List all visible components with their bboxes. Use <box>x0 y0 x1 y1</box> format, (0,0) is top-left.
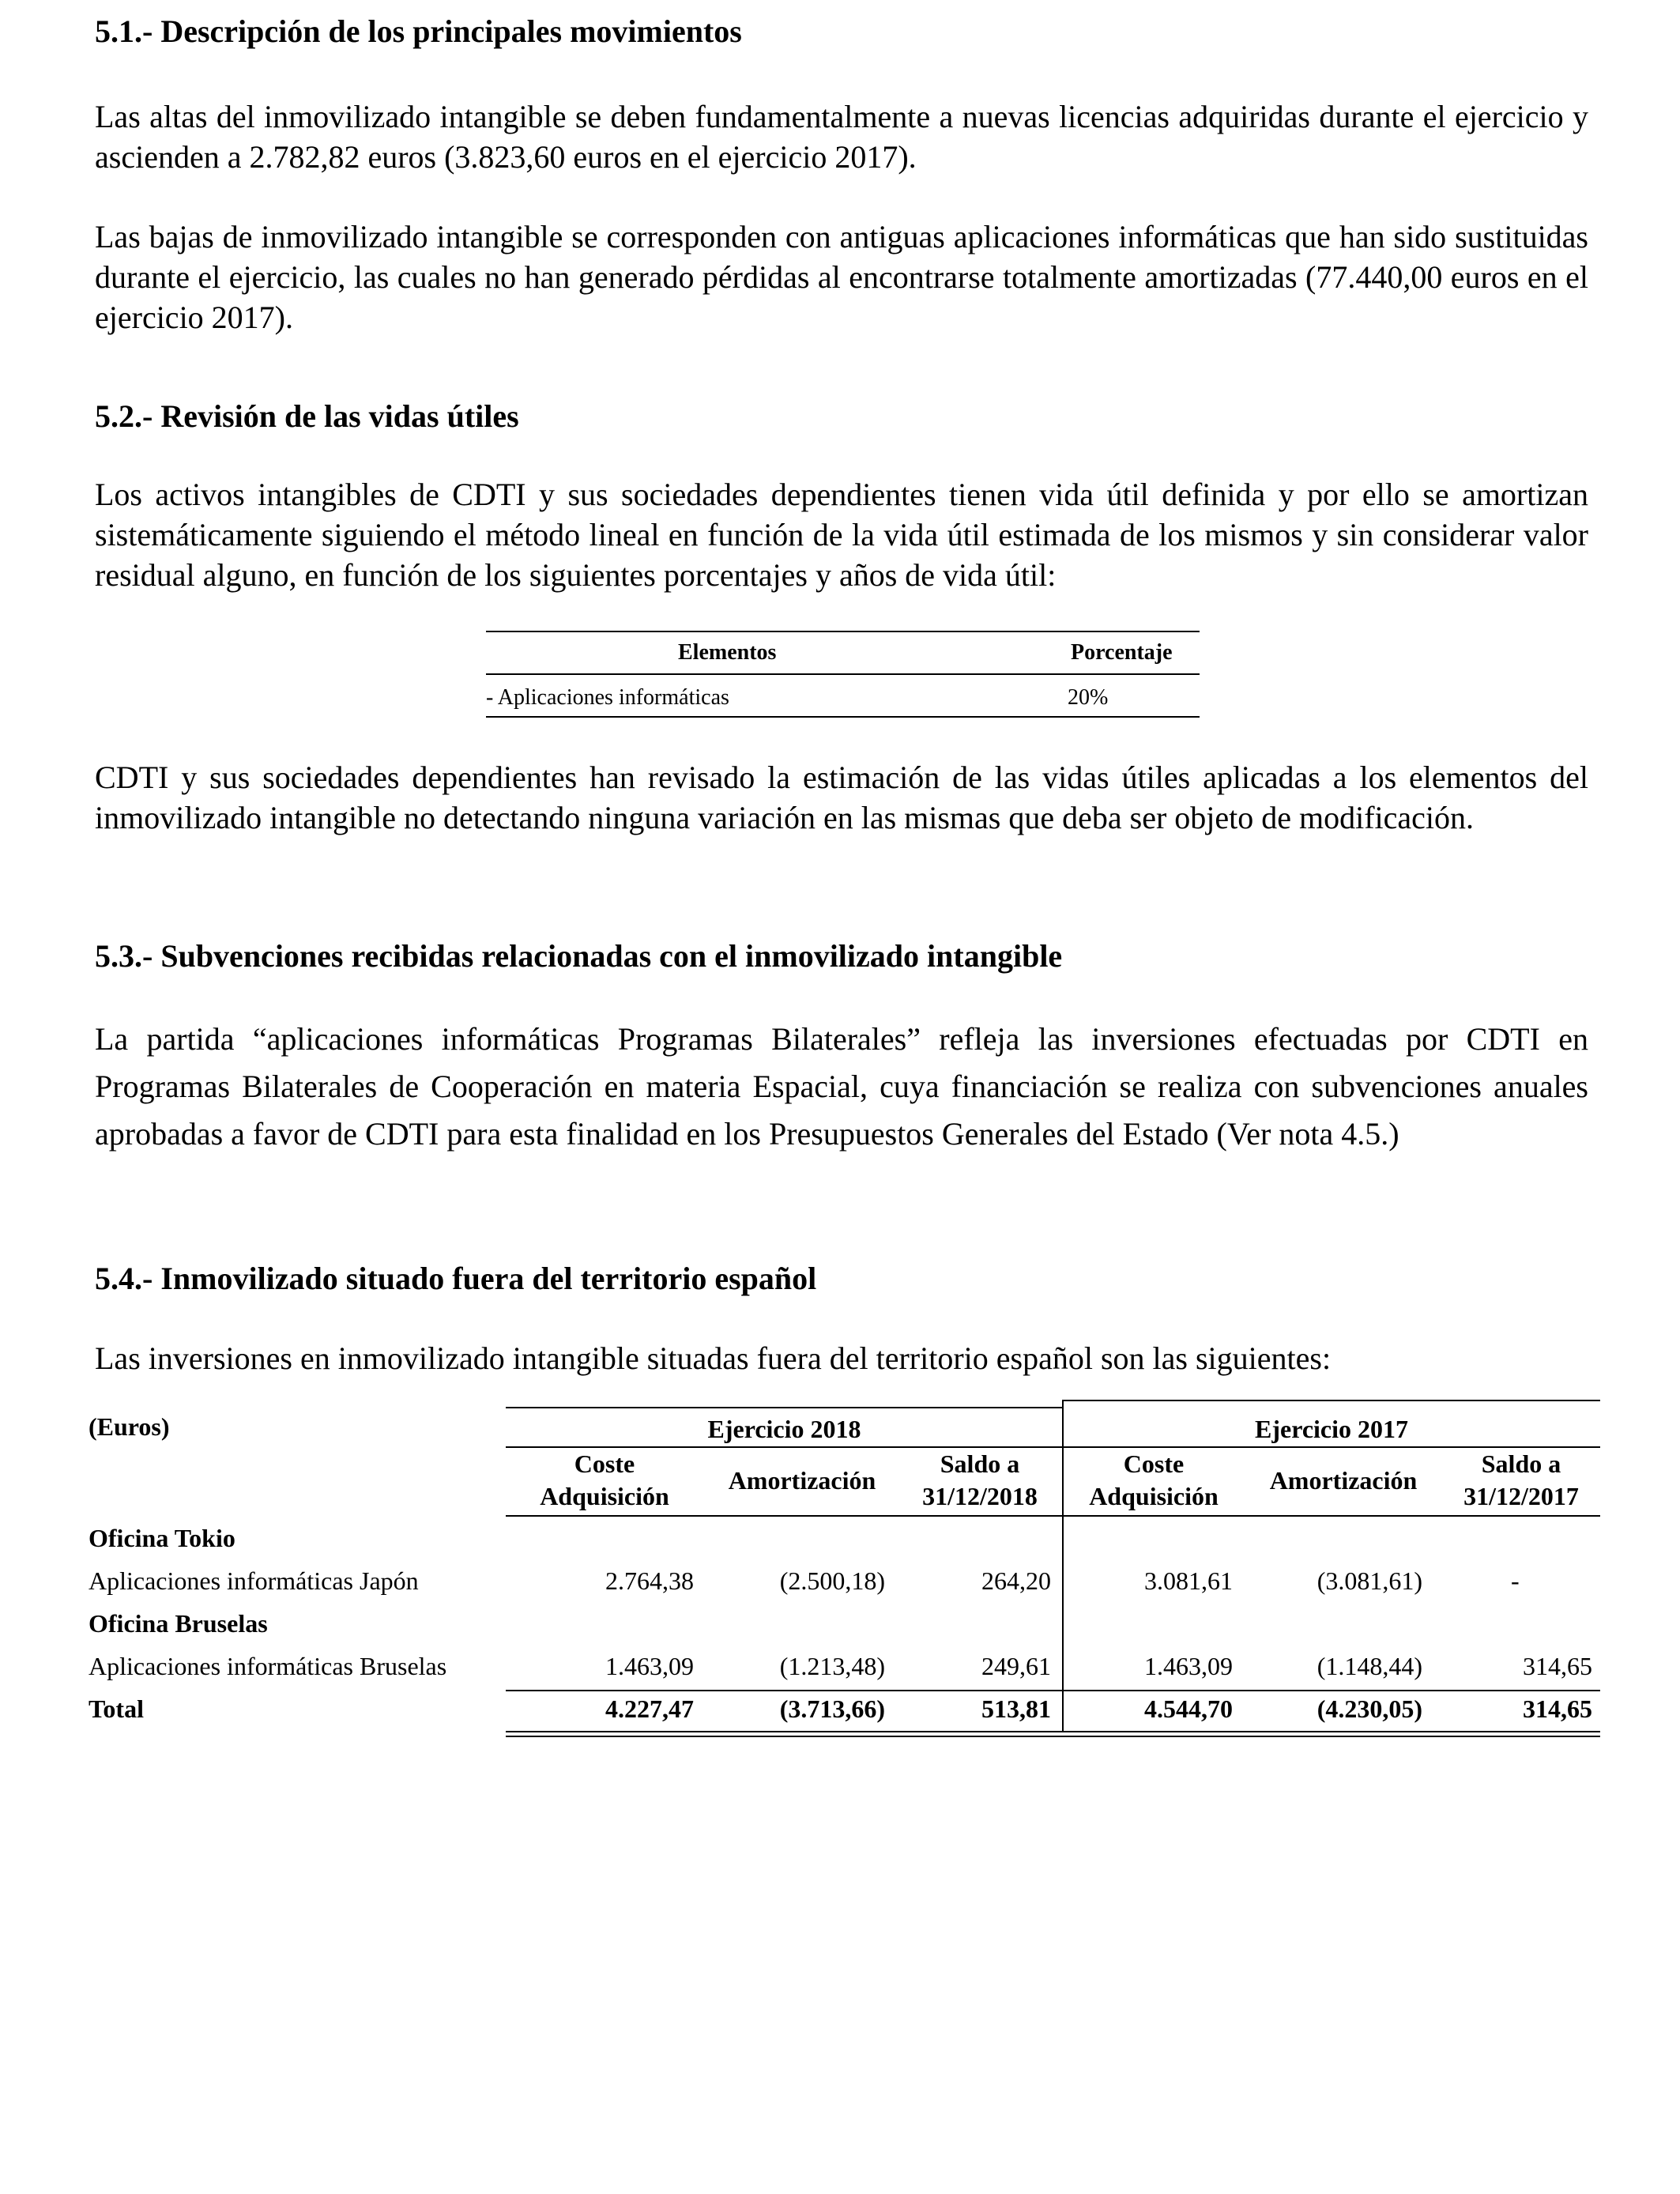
section-5-1-paragraph-1: Las altas del inmovilizado intangible se deben fundamentalmente a nuevas licencias adquiridas durante el ejercicio y ascienden a 2.782,82 euros (3.823,60 euros en el ejercicio 2017). <box>95 99 1588 175</box>
column-header-amortizacion: Amortización <box>1269 1466 1418 1495</box>
column-header-coste: Coste <box>1123 1449 1185 1478</box>
section-title: Oficina Bruselas <box>89 1609 268 1638</box>
row-label: Aplicaciones informáticas Japón <box>89 1566 419 1595</box>
column-header-coste: Coste <box>574 1449 635 1478</box>
table-rule <box>506 1446 1063 1448</box>
table-rule <box>486 673 1200 675</box>
table-cell: (1.213,48) <box>779 1652 885 1680</box>
group-header-2017: Ejercicio 2017 <box>1254 1415 1408 1443</box>
column-header-amortizacion: Amortización <box>728 1466 876 1495</box>
section-5-1-heading: 5.1.- Descripción de los principales movimientos <box>95 13 742 49</box>
table-rule <box>506 1407 1063 1408</box>
total-label: Total <box>89 1695 144 1723</box>
column-header-adquisicion: Adquisición <box>1089 1482 1219 1510</box>
table-rule <box>506 1731 1600 1732</box>
column-header-saldo-date: 31/12/2018 <box>922 1482 1038 1510</box>
column-header-elementos: Elementos <box>678 640 777 665</box>
table-rule <box>506 1690 1600 1691</box>
section-5-2-paragraph-1: Los activos intangibles de CDTI y sus sociedades dependientes tienen vida útil definida y por ello se amortizan sistemáticamente siguiendo el método lineal en función de la vida útil estimada de los mismos y sin considerar valor residual alguno, en función de los siguientes porcentajes y años de vida útil: <box>95 477 1588 593</box>
column-header-adquisicion: Adquisición <box>540 1482 669 1510</box>
table-cell: (2.500,18) <box>779 1566 885 1595</box>
table-cell: 1.463,09 <box>605 1652 694 1680</box>
section-5-1-paragraph-2: Las bajas de inmovilizado intangible se corresponden con antiguas aplicaciones informáticas que han sido sustituidas durante el ejercicio, las cuales no han generado pérdidas al encontrarse totalmente amortizadas (77.440,00 euros en el ejercicio 2017). <box>95 219 1588 335</box>
table-rule <box>506 1736 1600 1737</box>
unit-label: (Euros) <box>89 1412 170 1441</box>
table-cell-elemento: - Aplicaciones informáticas <box>486 685 729 710</box>
table-rule <box>1063 1400 1600 1401</box>
section-5-4-paragraph: Las inversiones en inmovilizado intangible situadas fuera del territorio español son las siguientes: <box>95 1340 1332 1376</box>
table-cell: - <box>1511 1566 1520 1595</box>
table-cell: (1.148,44) <box>1317 1652 1422 1680</box>
total-cell: (4.230,05) <box>1317 1695 1422 1723</box>
column-header-porcentaje: Porcentaje <box>1071 640 1173 665</box>
table-rule <box>1063 1446 1600 1448</box>
section-5-3-paragraph: La partida “aplicaciones informáticas Programas Bilaterales” refleja las inversiones efectuadas por CDTI en Programas Bilaterales de Cooperación en materia Espacial, cuya financiación se realiza con subvenciones anuales aprobadas a favor de CDTI para esta finalidad en los Presupuestos Generales del Estado (Ver nota 4.5.) <box>95 1021 1588 1152</box>
column-header-saldo-date: 31/12/2017 <box>1463 1482 1579 1510</box>
group-header-2018: Ejercicio 2018 <box>707 1415 861 1443</box>
section-5-4-heading: 5.4.- Inmovilizado situado fuera del territorio español <box>95 1261 817 1296</box>
total-cell: 4.544,70 <box>1144 1695 1233 1723</box>
table-cell: 1.463,09 <box>1144 1652 1233 1680</box>
table-cell: 2.764,38 <box>605 1566 694 1595</box>
table-rule <box>486 631 1200 632</box>
section-5-3-heading: 5.3.- Subvenciones recibidas relacionadas con el inmovilizado intangible <box>95 938 1063 974</box>
table-cell: 249,61 <box>981 1652 1051 1680</box>
section-title: Oficina Tokio <box>89 1524 235 1552</box>
column-header-saldo: Saldo a <box>1481 1449 1561 1478</box>
row-label: Aplicaciones informáticas Bruselas <box>89 1652 447 1680</box>
table-rule <box>486 716 1200 718</box>
total-cell: 513,81 <box>981 1695 1051 1723</box>
column-header-saldo: Saldo a <box>940 1449 1020 1478</box>
section-5-2-heading: 5.2.- Revisión de las vidas útiles <box>95 398 519 434</box>
table-rule <box>506 1515 1600 1517</box>
total-cell: 4.227,47 <box>605 1695 694 1723</box>
table-cell: 264,20 <box>981 1566 1051 1595</box>
table-cell-porcentaje: 20% <box>1068 685 1109 710</box>
table-cell: 3.081,61 <box>1144 1566 1233 1595</box>
table-cell: 314,65 <box>1523 1652 1592 1680</box>
section-5-2-paragraph-2: CDTI y sus sociedades dependientes han revisado la estimación de las vidas útiles aplicadas a los elementos del inmovilizado intangible no detectando ninguna variación en las mismas que deba ser objeto de modificación. <box>95 760 1588 835</box>
total-cell: 314,65 <box>1523 1695 1592 1723</box>
total-cell: (3.713,66) <box>779 1695 885 1723</box>
table-cell: (3.081,61) <box>1317 1566 1422 1595</box>
